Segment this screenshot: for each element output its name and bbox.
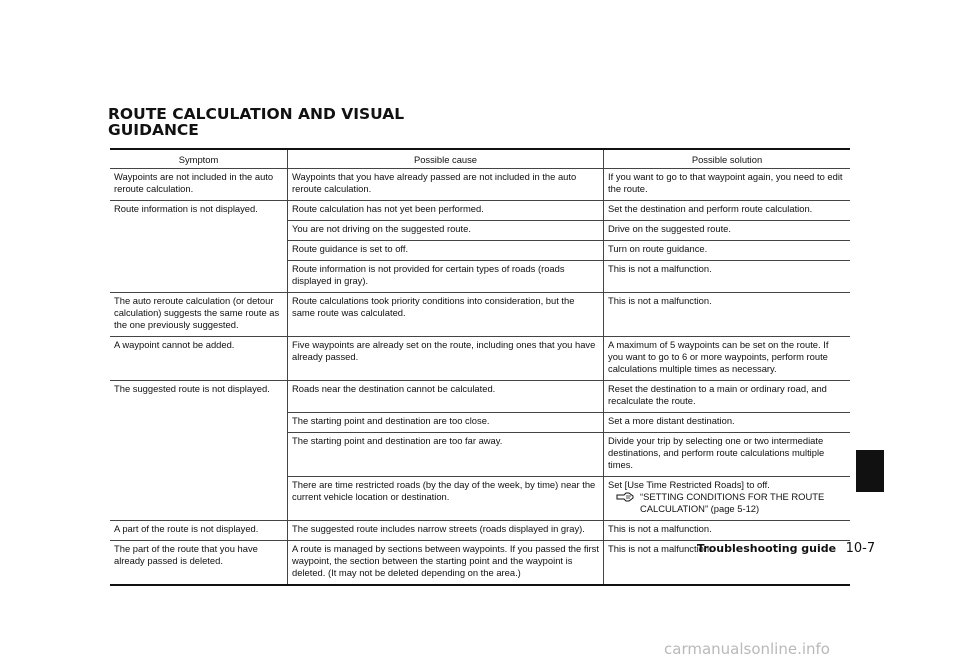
symptom-cell [110,260,288,292]
table-row [110,380,850,412]
cause-cell: There are time restricted roads (by the day of the week, by time) near the current vehicle location or destination. [288,476,604,520]
solution-cell: Reset the destination to a main or ordinary road, and recalculate the route. [604,380,850,412]
table-header-row [110,150,850,168]
footer-section-label: Troubleshooting guide [697,542,837,555]
symptom-cell [110,476,288,520]
cause-cell: A route is managed by sections between waypoints. If you passed the first waypoint, the section between the starting point and the waypoint is deleted. (It may not be deleted depending on the area.) [288,540,604,584]
solution-cell: If you want to go to that waypoint again, you need to edit the route. [604,168,850,200]
symptom-cell [110,240,288,260]
cause-cell: You are not driving on the suggested route. [288,220,604,240]
header-symptom: Symptom [110,150,288,168]
cross-reference [608,491,846,515]
watermark: carmanualsonline.info [664,640,830,658]
cause-cell: The starting point and destination are too far away. [288,432,604,476]
solution-cell: Divide your trip by selecting one or two intermediate destinations, and perform route calculations multiple times. [604,432,850,476]
cause-cell: Route guidance is set to off. [288,240,604,260]
table-row [110,520,850,540]
section-title-line1: ROUTE CALCULATION AND VISUAL [108,105,405,123]
cause-cell: The suggested route includes narrow streets (roads displayed in gray). [288,520,604,540]
solution-cell: This is not a malfunction. [604,292,850,336]
cause-cell: The starting point and destination are too close. [288,412,604,432]
symptom-cell: A waypoint cannot be added. [110,336,288,380]
symptom-cell: The part of the route that you have already passed is deleted. [110,540,288,584]
solution-cell: Turn on route guidance. [604,240,850,260]
cause-cell: Route calculation has not yet been performed. [288,200,604,220]
table-row [110,292,850,336]
solution-cell: This is not a malfunction. [604,260,850,292]
table-row [110,220,850,240]
symptom-cell: Route information is not displayed. [110,200,288,220]
cause-cell: Route information is not provided for certain types of roads (roads displayed in gray). [288,260,604,292]
section-title [108,106,404,138]
cause-cell: Waypoints that you have already passed are not included in the auto reroute calculation. [288,168,604,200]
symptom-cell: A part of the route is not displayed. [110,520,288,540]
chapter-tab-marker [856,450,884,492]
solution-text: Set [Use Time Restricted Roads] to off. [608,479,770,490]
solution-cell: A maximum of 5 waypoints can be set on the route. If you want to go to 6 or more waypoints, perform route calculations multiple times as necessary. [604,336,850,380]
solution-cell [604,476,850,520]
solution-cell: Set the destination and perform route calculation. [604,200,850,220]
symptom-cell: Waypoints are not included in the auto reroute calculation. [110,168,288,200]
header-cause: Possible cause [288,150,604,168]
symptom-cell: The suggested route is not displayed. [110,380,288,412]
solution-cell: This is not a malfunction. [604,520,850,540]
table-row [110,168,850,200]
solution-cell: This is not a malfunction. [604,540,850,584]
solution-cell: Set a more distant destination. [604,412,850,432]
section-title-line2: GUIDANCE [108,121,199,139]
page-footer [697,541,875,556]
cause-cell: Route calculations took priority conditions into consideration, but the same route was calculated. [288,292,604,336]
symptom-cell [110,220,288,240]
table-row [110,432,850,476]
symptom-cell: The auto reroute calculation (or detour calculation) suggests the same route as the one previously suggested. [110,292,288,336]
table-row [110,336,850,380]
table-row [110,200,850,220]
reference-pointer-icon [616,491,636,503]
cause-cell: Roads near the destination cannot be calculated. [288,380,604,412]
table-row [110,412,850,432]
page-number: 10-7 [845,541,876,556]
header-solution: Possible solution [691,154,763,165]
table-row [110,240,850,260]
reference-text: “SETTING CONDITIONS FOR THE ROUTE CALCULATION” (page 5-12) [640,491,825,514]
symptom-cell [110,412,288,432]
cause-cell: Five waypoints are already set on the route, including ones that you have already passed. [288,336,604,380]
solution-cell: Drive on the suggested route. [604,220,850,240]
troubleshooting-table [110,148,850,586]
symptom-cell [110,432,288,476]
table-row [110,260,850,292]
table-row [110,476,850,520]
